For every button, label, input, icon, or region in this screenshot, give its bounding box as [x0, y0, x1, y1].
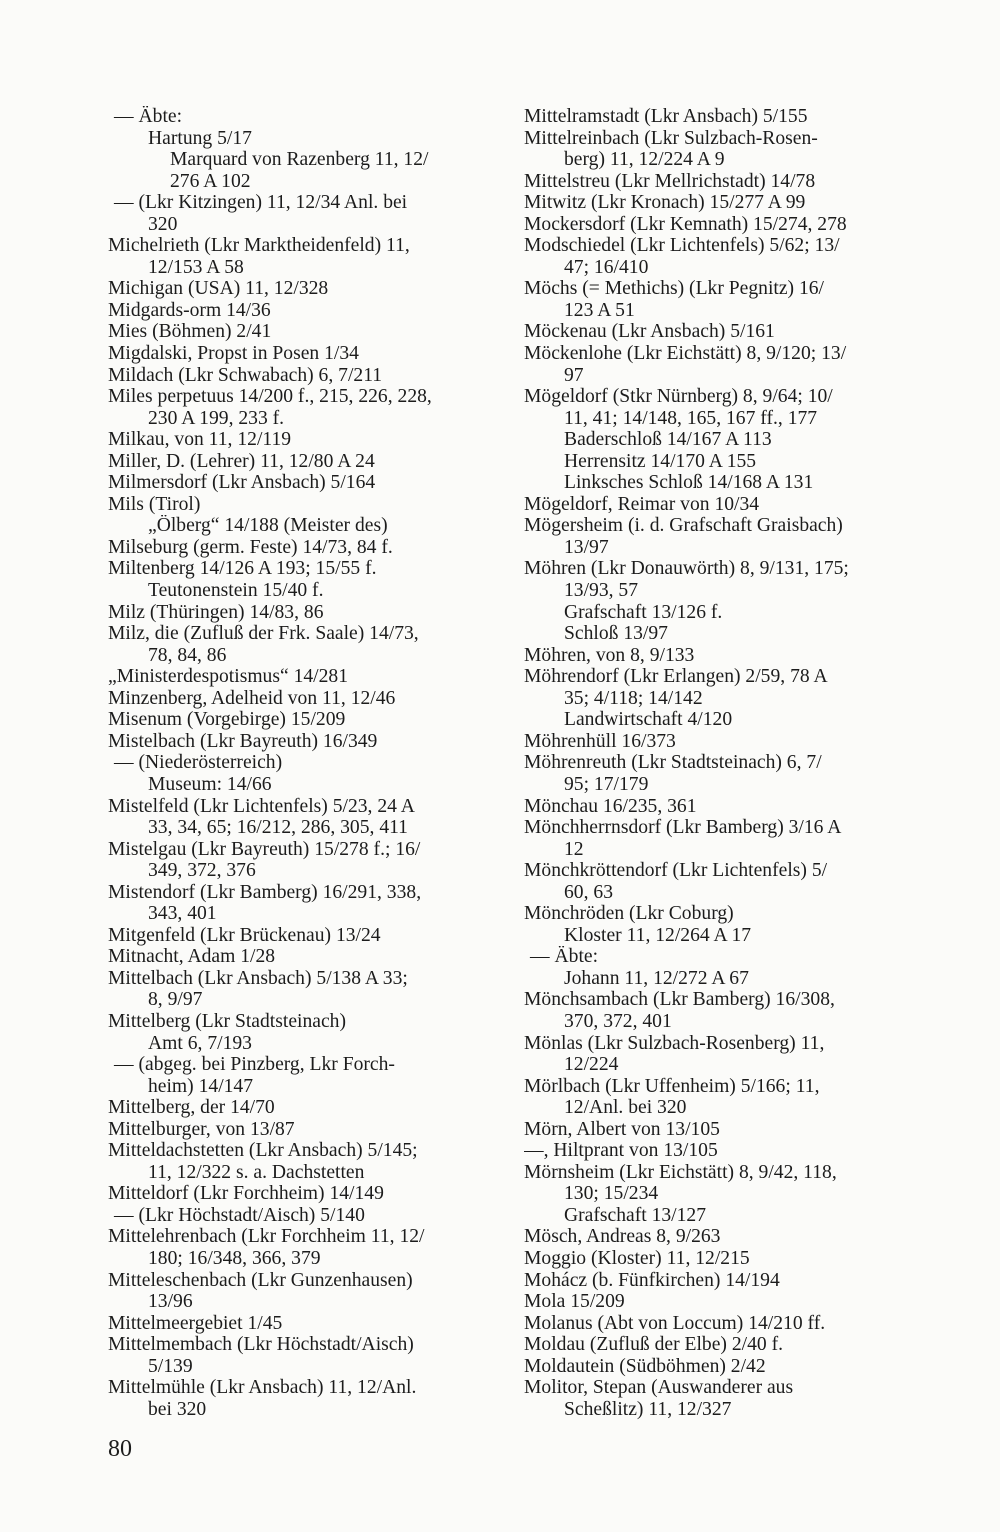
index-line: Mitteldachstetten (Lkr Ansbach) 5/145;	[108, 1140, 418, 1162]
index-line: Möhren, von 8, 9/133	[524, 644, 695, 666]
index-column-left	[108, 106, 502, 1420]
index-line: Herrensitz 14/170 A 155	[564, 450, 757, 472]
index-line: Möckenlohe (Lkr Eichstätt) 8, 9/120; 13/	[524, 343, 847, 365]
index-line: 97	[564, 364, 584, 386]
index-line: 13/96	[148, 1291, 193, 1313]
index-line: 123 A 51	[564, 299, 635, 321]
index-line: Mitnacht, Adam 1/28	[108, 946, 276, 968]
index-line: Moggio (Kloster) 11, 12/215	[524, 1247, 750, 1269]
index-line: 130; 15/234	[564, 1183, 659, 1205]
index-line: 12/Anl. bei 320	[564, 1097, 687, 1119]
index-line: — Äbte:	[114, 106, 183, 127]
index-line: Mögeldorf (Stkr Nürnberg) 8, 9/64; 10/	[524, 386, 833, 408]
index-line: Michigan (USA) 11, 12/328	[108, 278, 329, 300]
index-line: Milkau, von 11, 12/119	[108, 429, 292, 451]
index-line: berg) 11, 12/224 A 9	[564, 149, 725, 171]
index-line: Michelrieth (Lkr Marktheidenfeld) 11,	[108, 235, 410, 257]
index-line: 12	[564, 838, 584, 860]
index-line: Mittelberg (Lkr Stadtsteinach)	[108, 1010, 346, 1032]
index-line: Midgards-orm 14/36	[108, 299, 271, 321]
index-line: Mögersheim (i. d. Grafschaft Graisbach)	[524, 515, 843, 537]
index-line: Amt 6, 7/193	[148, 1032, 252, 1054]
index-line: Mohácz (b. Fünfkirchen) 14/194	[524, 1269, 780, 1291]
index-line: Mörnsheim (Lkr Eichstätt) 8, 9/42, 118,	[524, 1161, 837, 1183]
index-line: Mola 15/209	[524, 1291, 625, 1313]
index-line: 12/153 A 58	[148, 256, 244, 278]
index-line: Mittelmühle (Lkr Ansbach) 11, 12/Anl.	[108, 1377, 417, 1399]
index-line: Möchs (= Methichs) (Lkr Pegnitz) 16/	[524, 278, 825, 300]
index-line: Mildach (Lkr Schwabach) 6, 7/211	[108, 364, 383, 386]
index-line: Misenum (Vorgebirge) 15/209	[108, 709, 346, 731]
index-line: 5/139	[148, 1355, 193, 1377]
index-line: 47; 16/410	[564, 256, 649, 278]
index-line: Möhrenreuth (Lkr Stadtsteinach) 6, 7/	[524, 752, 822, 774]
index-line: Schloß 13/97	[564, 623, 668, 645]
index-line: 349, 372, 376	[148, 860, 256, 882]
index-line: — Äbte:	[530, 946, 599, 968]
index-line: 60, 63	[564, 881, 613, 903]
index-line: 13/93, 57	[564, 580, 639, 602]
index-line: Mitteleschenbach (Lkr Gunzenhausen)	[108, 1269, 413, 1291]
index-line: Mögeldorf, Reimar von 10/34	[524, 493, 760, 515]
index-line: Mittelberg, der 14/70	[108, 1097, 275, 1119]
index-line: 11, 41; 14/148, 165, 167 ff., 177	[564, 407, 818, 429]
index-line: Baderschloß 14/167 A 113	[564, 429, 772, 451]
index-line: Mörlbach (Lkr Uffenheim) 5/166; 11,	[524, 1075, 820, 1097]
index-line: 8, 9/97	[148, 989, 203, 1011]
index-line: 11, 12/322 s. a. Dachstetten	[148, 1161, 365, 1183]
index-line: bei 320	[148, 1398, 207, 1420]
index-line: Möhren (Lkr Donauwörth) 8, 9/131, 175;	[524, 558, 849, 580]
index-line: Mitgenfeld (Lkr Brückenau) 13/24	[108, 924, 381, 946]
index-line: Molitor, Stepan (Auswanderer aus	[524, 1377, 794, 1399]
index-line: Miltenberg 14/126 A 193; 15/55 f.	[108, 558, 377, 580]
index-line: Moldau (Zufluß der Elbe) 2/40 f.	[524, 1334, 784, 1356]
index-line: 35; 4/118; 14/142	[564, 687, 703, 709]
index-line: Miles perpetuus 14/200 f., 215, 226, 228,	[108, 386, 432, 408]
index-line: Mistelfeld (Lkr Lichtenfels) 5/23, 24 A	[108, 795, 415, 817]
index-line: Mörn, Albert von 13/105	[524, 1118, 720, 1140]
index-line: Mittelramstadt (Lkr Ansbach) 5/155	[524, 106, 808, 127]
index-line: 95; 17/179	[564, 773, 649, 795]
index-line: Hartung 5/17	[148, 127, 252, 149]
index-column-right	[524, 106, 912, 1420]
index-line: Mittelstreu (Lkr Mellrichstadt) 14/78	[524, 170, 816, 192]
index-line: Landwirtschaft 4/120	[564, 709, 733, 731]
index-line: Mönchkröttendorf (Lkr Lichtenfels) 5/	[524, 860, 828, 882]
index-line: — (Lkr Kitzingen) 11, 12/34 Anl. bei	[114, 192, 408, 214]
index-line: 12/224	[564, 1054, 619, 1076]
index-line: Möhrenhüll 16/373	[524, 730, 676, 752]
index-line: Johann 11, 12/272 A 67	[564, 967, 749, 989]
index-line: 13/97	[564, 536, 609, 558]
index-line: Linksches Schloß 14/168 A 131	[564, 472, 814, 494]
index-line: Mies (Böhmen) 2/41	[108, 321, 272, 343]
index-line: —, Hiltprant von 13/105	[524, 1140, 718, 1162]
index-line: Mittelburger, von 13/87	[108, 1118, 295, 1140]
index-line: Mösch, Andreas 8, 9/263	[524, 1226, 721, 1248]
index-line: Mittelmembach (Lkr Höchstadt/Aisch)	[108, 1334, 414, 1356]
index-line: Mittelbach (Lkr Ansbach) 5/138 A 33;	[108, 967, 408, 989]
index-line: Mitteldorf (Lkr Forchheim) 14/149	[108, 1183, 384, 1205]
index-line: Modschiedel (Lkr Lichtenfels) 5/62; 13/	[524, 235, 840, 257]
index-line: — (abgeg. bei Pinzberg, Lkr Forch-	[114, 1054, 395, 1076]
index-line: Mönlas (Lkr Sulzbach-Rosenberg) 11,	[524, 1032, 825, 1054]
index-line: Teutonenstein 15/40 f.	[148, 580, 324, 602]
page-number: 80	[108, 1436, 132, 1462]
index-line: Mils (Tirol)	[108, 493, 201, 515]
index-line: Museum: 14/66	[148, 773, 272, 795]
index-line: heim) 14/147	[148, 1075, 254, 1097]
index-line: Mitwitz (Lkr Kronach) 15/277 A 99	[524, 192, 806, 214]
index-line: Milseburg (germ. Feste) 14/73, 84 f.	[108, 536, 393, 558]
index-line: 33, 34, 65; 16/212, 286, 305, 411	[148, 817, 408, 839]
index-line: Mittelreinbach (Lkr Sulzbach-Rosen-	[524, 127, 818, 149]
index-line: 320	[148, 213, 178, 235]
index-line: Mönchsambach (Lkr Bamberg) 16/308,	[524, 989, 835, 1011]
index-line: Möckenau (Lkr Ansbach) 5/161	[524, 321, 775, 343]
index-line: Marquard von Razenberg 11, 12/	[170, 149, 429, 171]
index-line: Minzenberg, Adelheid von 11, 12/46	[108, 687, 396, 709]
index-line: Mistelgau (Lkr Bayreuth) 15/278 f.; 16/	[108, 838, 421, 860]
index-line: Grafschaft 13/127	[564, 1204, 707, 1226]
index-line: Grafschaft 13/126 f.	[564, 601, 723, 623]
index-line: Molanus (Abt von Loccum) 14/210 ff.	[524, 1312, 826, 1334]
index-line: Mistendorf (Lkr Bamberg) 16/291, 338,	[108, 881, 422, 903]
index-line: Milz, die (Zufluß der Frk. Saale) 14/73,	[108, 623, 419, 645]
index-line: Mönchau 16/235, 361	[524, 795, 697, 817]
index-line: Mistelbach (Lkr Bayreuth) 16/349	[108, 730, 378, 752]
index-line: 370, 372, 401	[564, 1010, 672, 1032]
index-line: Mönchherrnsdorf (Lkr Bamberg) 3/16 A	[524, 817, 842, 839]
index-line: 230 A 199, 233 f.	[148, 407, 285, 429]
index-line: „Ministerdespotismus“ 14/281	[108, 666, 349, 688]
index-line: Kloster 11, 12/264 A 17	[564, 924, 752, 946]
index-line: Möhrendorf (Lkr Erlangen) 2/59, 78 A	[524, 666, 828, 688]
index-line: Milmersdorf (Lkr Ansbach) 5/164	[108, 472, 376, 494]
index-line: Moldautein (Südböhmen) 2/42	[524, 1355, 766, 1377]
index-line: Mittelmeergebiet 1/45	[108, 1312, 283, 1334]
index-line: Milz (Thüringen) 14/83, 86	[108, 601, 324, 623]
index-line: 276 A 102	[170, 170, 251, 192]
index-line: Mönchröden (Lkr Coburg)	[524, 903, 734, 925]
index-line: 343, 401	[148, 903, 217, 925]
index-line: Migdalski, Propst in Posen 1/34	[108, 343, 359, 365]
index-line: 78, 84, 86	[148, 644, 227, 666]
index-line: Mockersdorf (Lkr Kemnath) 15/274, 278	[524, 213, 847, 235]
index-line: — (Niederösterreich)	[114, 752, 283, 774]
index-line: Mittelehrenbach (Lkr Forchheim 11, 12/	[108, 1226, 425, 1248]
index-line: Scheßlitz) 11, 12/327	[564, 1398, 732, 1420]
index-line: — (Lkr Höchstadt/Aisch) 5/140	[114, 1204, 365, 1226]
index-line: 180; 16/348, 366, 379	[148, 1247, 321, 1269]
index-line: „Ölberg“ 14/188 (Meister des)	[148, 515, 388, 537]
index-line: Miller, D. (Lehrer) 11, 12/80 A 24	[108, 450, 375, 472]
